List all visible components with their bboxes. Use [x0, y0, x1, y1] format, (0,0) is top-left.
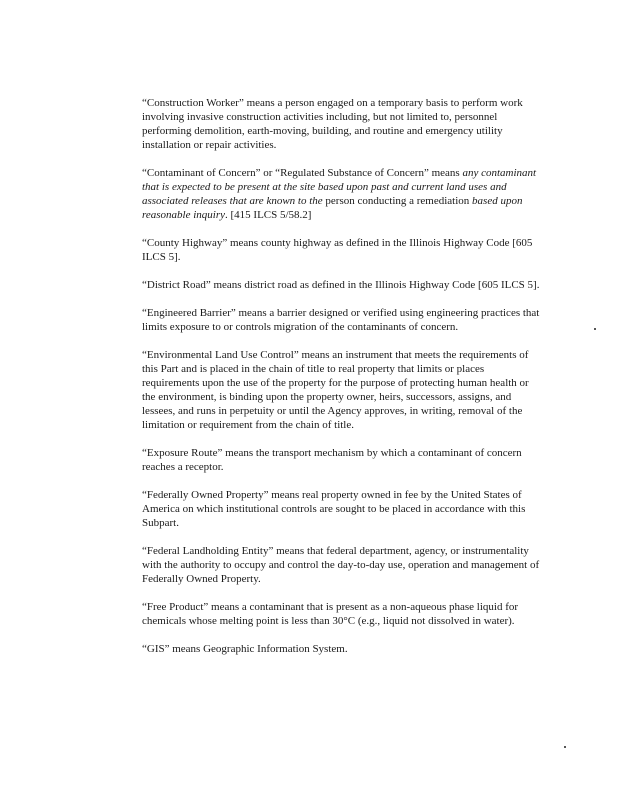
- document-page: [142, 96, 542, 670]
- definition-federally-owned-property: [142, 488, 542, 530]
- definition-county-highway: [142, 236, 542, 264]
- definition-italic-text: any contaminant that is expected to be present at the site based upon past and current land uses and associated releases that are known to the: [142, 167, 537, 207]
- definition-text: “County Highway” means county highway as defined in the Illinois Highway Code [605 ILCS 5].: [142, 237, 533, 263]
- definition-text: “District Road” means district road as defined in the Illinois Highway Code [605 ILCS 5].: [142, 279, 540, 291]
- definition-text: “GIS” means Geographic Information System.: [142, 643, 348, 655]
- definition-federal-landholding-entity: [142, 544, 542, 586]
- definition-text: “Exposure Route” means the transport mechanism by which a contaminant of concern reaches a receptor.: [142, 447, 522, 473]
- definition-text: “Contaminant of Concern” or “Regulated Substance of Concern” means: [142, 167, 463, 179]
- definition-text: “Federally Owned Property” means real property owned in fee by the United States of America on which institutional controls are sought to be placed in accordance with this Subpart.: [142, 489, 526, 529]
- definition-text: “Federal Landholding Entity” means that federal department, agency, or instrumentality with the authority to occupy and control the day-to-day use, operation and management of Federally Owned Property.: [142, 545, 540, 585]
- definition-gis: [142, 642, 542, 656]
- definition-text: “Construction Worker” means a person engaged on a temporary basis to perform work involving invasive construction activities including, but not limited to, personnel performing demolition, earth-moving, building, and routine and emergency utility installation or repair activities.: [142, 97, 523, 151]
- definition-engineered-barrier: [142, 306, 542, 334]
- definition-district-road: [142, 278, 542, 292]
- definition-construction-worker: [142, 96, 542, 152]
- definition-contaminant-of-concern: [142, 166, 542, 222]
- definition-environmental-land-use-control: [142, 348, 542, 432]
- definition-exposure-route: [142, 446, 542, 474]
- definition-free-product: [142, 600, 542, 628]
- definition-text: “Free Product” means a contaminant that is present as a non-aqueous phase liquid for chemicals whose melting point is less than 30°C (e.g., liquid not dissolved in water).: [142, 601, 519, 627]
- definition-text: “Engineered Barrier” means a barrier designed or verified using engineering practices that limits exposure to or controls migration of the contaminants of concern.: [142, 307, 540, 333]
- definition-text: “Environmental Land Use Control” means an instrument that meets the requirements of this Part and is placed in the chain of title to real property that limits or places requirements upon the use of the property for the purpose of protecting human health or the environment, is binding upon the property owner, heirs, successors, assigns, and lessees, and runs in perpetuity or until the Agency approves, in writing, removal of the limitation or requirement from the chain of title.: [142, 349, 529, 431]
- definition-italic-text: based upon reasonable inquiry: [142, 195, 523, 221]
- scan-speck: [594, 328, 596, 330]
- scan-speck: [564, 746, 566, 748]
- definition-text: . [415 ILCS 5/58.2]: [225, 209, 312, 221]
- definition-text: person conducting a remediation: [322, 195, 473, 207]
